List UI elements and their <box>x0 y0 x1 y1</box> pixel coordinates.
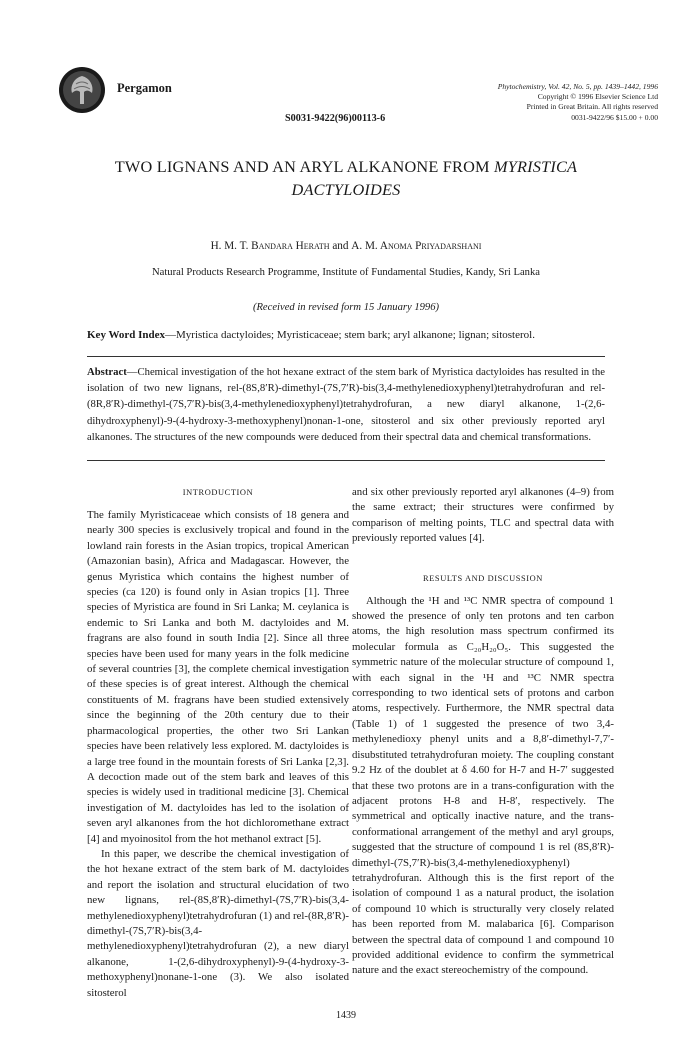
results-paragraph-1: Although the ¹H and ¹³C NMR spectra of compound 1 showed the presence of only ten protons and ten carbon atoms, the high resolution mass spectrum confirmed its molecular formula as C₂₀H₂₀O₅. This suggested the symmetric nature of the molecular structure of compound 1, with each signal in the ¹H and ¹³C NMR spectra corresponding to two identical sets of protons and carbon atoms, respectively. Furthermore, the NMR spectral data (Table 1) of 1 suggested the presence of two 3,4-methylenedioxy phenyl units and a 8,8′-dimethyl-7,7′-disubstituted tetrahydrofuran moiety. The coupling constant 9.2 Hz of the doublet at δ 4.60 for H-7 and H-7′ suggested that these two protons are in a trans-configuration with the adjacent protons H-8 and H-8′, respectively. The symmetrical and optically inactive nature, and the trans-conformational arrangement of the methyl and aryl groups, suggested that the structure of compound 1 is rel (8S,8′R)-dimethyl-(7S,7′R)-bis(3,4-methylenedioxyphenyl) tetrahydrofuran. Although this is the first report of the isolation of compound 1 as a natural product, the isolation of compound 10 which is structurally very closely related has been reported from M. malabarica [6]. Comparison between the spectral data of compound 1 and compound 10 provided additional evidence to confirm the symmetrical nature and the exact stereochemistry of the compound. <box>352 594 614 977</box>
journal-citation: Phytochemistry, Vol. 42, No. 5, pp. 1439–1442, 1996 <box>497 82 658 91</box>
keyword-text: —Myristica dactyloides; Myristicaceae; stem bark; aryl alkanone; lignan; sitosterol. <box>165 329 535 341</box>
printed-line: Printed in Great Britain. All rights reserved <box>526 102 658 112</box>
publisher-name: Pergamon <box>117 81 172 95</box>
author-1: H. M. T. Bandara Herath <box>210 240 330 252</box>
affiliation: Natural Products Research Programme, Institute of Fundamental Studies, Kandy, Sri Lanka <box>152 267 540 278</box>
abstract-bottom-rule <box>87 460 605 461</box>
keyword-label: Key Word Index <box>87 329 166 341</box>
received-text: (Received in revised form 15 January 1996) <box>252 302 440 313</box>
results-heading: RESULTS AND DISCUSSION <box>423 573 543 583</box>
intro-paragraph-2: In this paper, we describe the chemical investigation of the hot hexane extract of the stem bark of M. dactyloides and report the isolation and structural elucidation of two new lignans, rel-(8S,8′R)-dimethyl-(7S,7′R)-bis(3,4-methylenedioxyphenyl)tetrahydrofuran (1) and rel-(8R,8′R)-dimethyl-(7S,7′R)-bis(3,4-methylenedioxyphenyl)tetrahydrofuran (2), a new diaryl alkanone, 1-(2,6-dihydroxyphenyl)-9-(4-hydroxy-3-methoxyphenyl)nonane-1-one (3). We also isolated sitosterol <box>87 847 349 999</box>
title-main: TWO LIGNANS AND AN ARYL ALKANONE FROM <box>114 157 494 176</box>
author-list <box>50 240 642 252</box>
author-and: and <box>332 240 349 252</box>
abstract-top-rule <box>87 356 605 357</box>
abstract-text: —Chemical investigation of the hot hexane extract of the stem bark of Myristica dactyloides has resulted in the isolation of two new lignans, rel-(8S,8′R)-dimethyl-(7S,7′R)-bis(3,4-methylenedioxyphenyl)tetrahydrofuran and rel-(8R,8′R)-dimethyl-(7S,7′R)-bis(3,4-methylenedioxyphenyl)tetrahydrofuran, a new diaryl alkanone, 1-(2,6-dihydroxyphenyl)-9-(4-hydroxy-3-methoxyphenyl)nonan-1-one, sitosterol and six other previously reported aryl alkanones. The structures of the new compounds were deduced from their spectral data and chemical transformations. <box>87 366 605 443</box>
abstract <box>87 364 605 445</box>
keyword-index <box>87 327 607 343</box>
title-species: DACTYLOIDES <box>291 180 401 199</box>
continuation-paragraph: and six other previously reported aryl alkanones (4–9) from the same extract; their structures were confirmed by comparison of melting points, TLC and spectral data with previously reported values [4]. <box>352 486 614 545</box>
price-line: 0031-9422/96 $15.00 + 0.00 <box>571 112 658 122</box>
copyright-line: Copyright © 1996 Elsevier Science Ltd <box>537 92 658 102</box>
paper-title <box>50 155 642 201</box>
left-column <box>87 485 349 1001</box>
journal-info <box>398 82 658 123</box>
right-column <box>352 485 614 979</box>
page-number: 1439 <box>336 1010 356 1021</box>
intro-paragraph-1: The family Myristicaceae which consists of 18 genera and nearly 300 species is exclusively tropical and found in the lowland rain forests in the Asian tropics, tropical American (Amazonian basin), Africa and Madagascar. However, the genus Myristica which contains the highest number of species (ca 120) is found only in Asian tropics [1]. Three species of Myristica are found in Sri Lanka; M. ceylanica is endemic to Sri Lanka and both M. dactyloides and M. fragrans are also found in south India [2]. Since all three species have been used for many years in the folk medicine of several countries [3], the complete chemical investigation of these species is of great interest. Although the chemical constituents of M. fragrans have been studied extensively since the beginning of the 20th century due to their pharmacological properties, the other two Sri Lankan species have been relatively less explored. M. dactyloides is a large tree found in the mountain forests of Sri Lanka [2,3]. A decoction made out of the stem bark and leaves of this species is widely used in traditional medicine [3]. Chemical investigation of M. dactyloides has led to the isolation of seven aryl alkanones from the hot dichloromethane extract [4] and myoinositol from the hot methanol extract [5]. <box>87 509 349 845</box>
elsevier-tree-logo-icon <box>58 66 106 114</box>
title-genus: MYRISTICA <box>494 157 578 176</box>
abstract-label: Abstract <box>87 366 127 378</box>
author-2: A. M. Anoma Priyadarshani <box>351 240 482 252</box>
introduction-heading: INTRODUCTION <box>182 488 254 497</box>
received-date <box>50 302 642 313</box>
doi-code: S0031-9422(96)00113-6 <box>285 113 386 124</box>
